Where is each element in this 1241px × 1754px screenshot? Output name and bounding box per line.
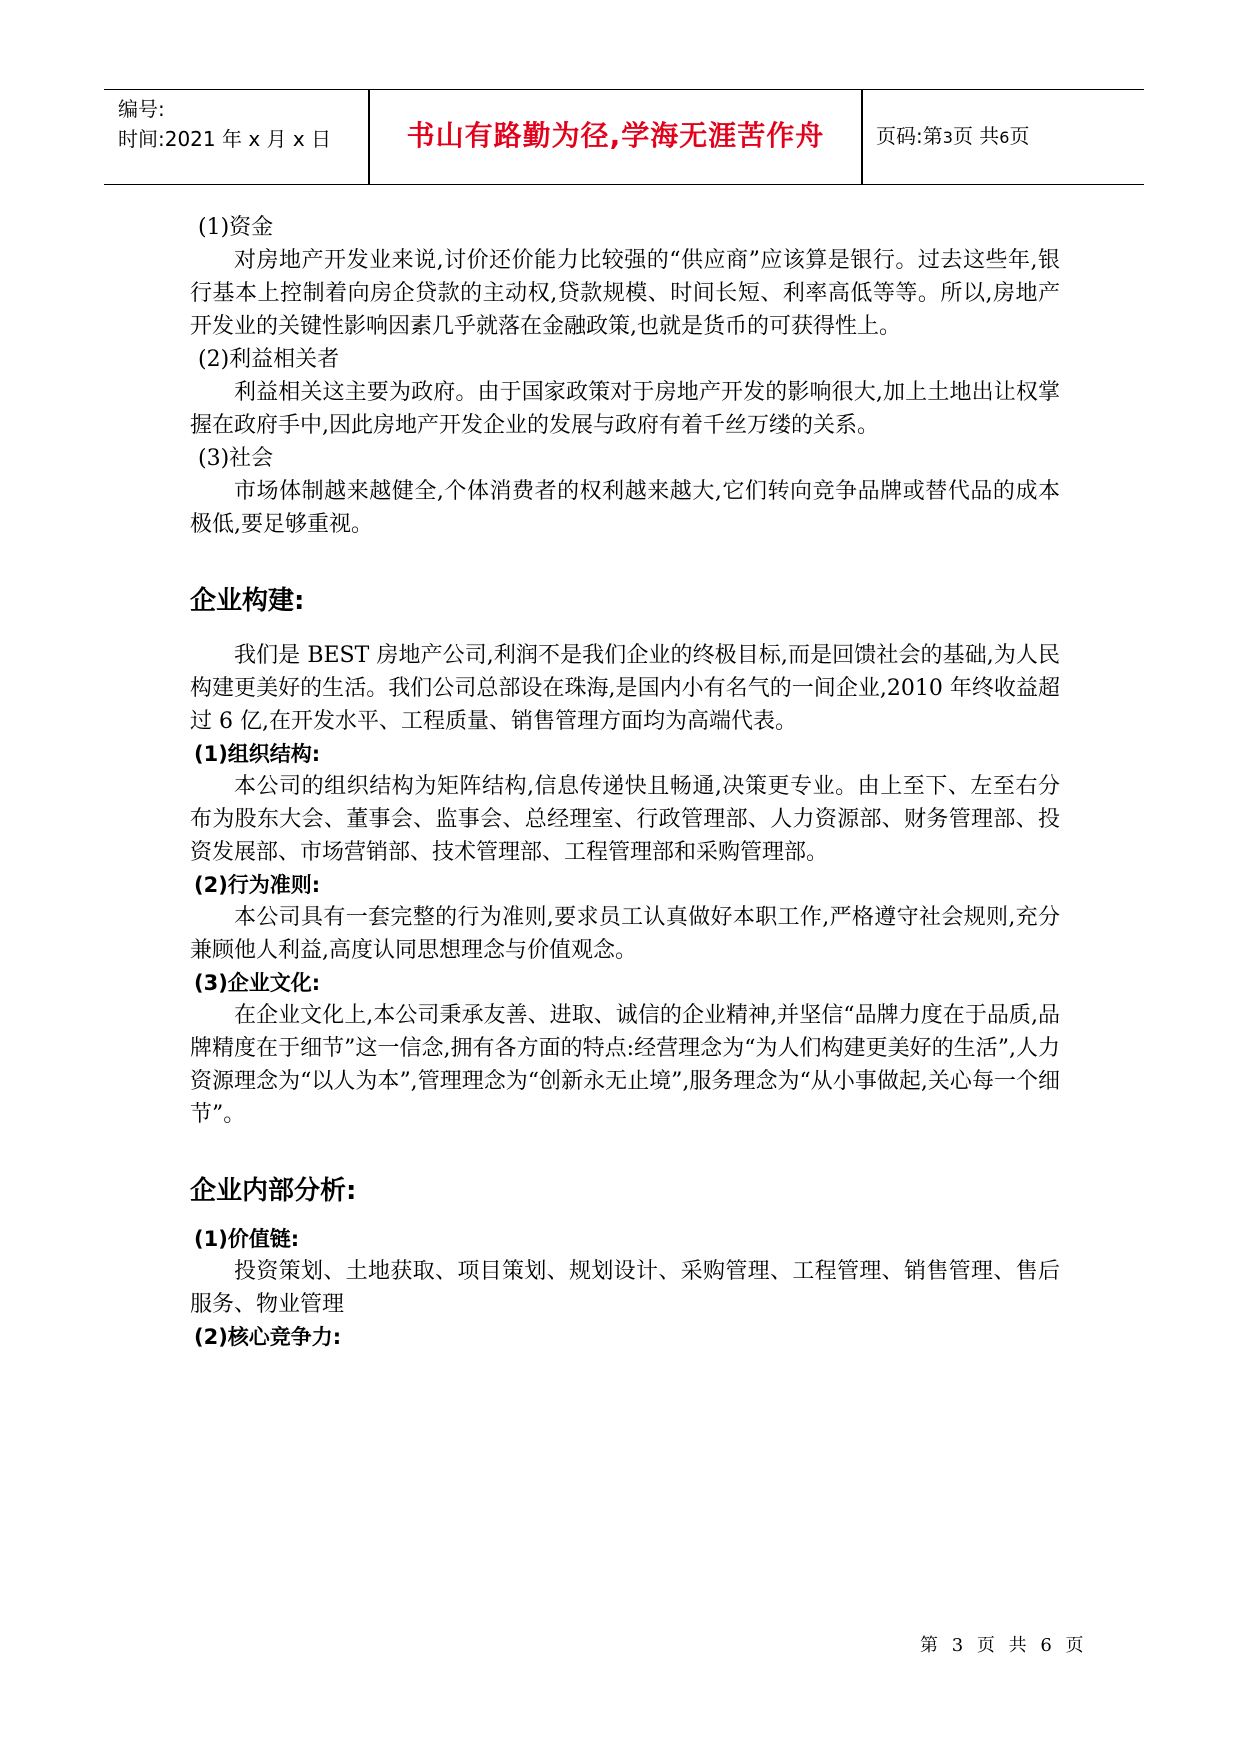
subsection-label: (1)组织结构: — [194, 742, 321, 766]
subsection-label: (1)价值链: — [194, 1227, 300, 1251]
subsection-label: (2)行为准则: — [194, 873, 321, 897]
section-heading: 企业构建: — [190, 586, 305, 616]
header-meta — [118, 94, 331, 154]
subsection-label: (2)核心竞争力: — [194, 1325, 342, 1349]
header-motto: 书山有路勤为径,学海无涯苦作舟 — [406, 119, 825, 152]
subsection-label: (3)企业文化: — [194, 971, 321, 995]
page-suffix: 页 — [1009, 124, 1030, 148]
subsection-label: (2)利益相关者 — [198, 347, 340, 372]
paragraph: 本公司具有一套完整的行为准则,要求员工认真做好本职工作,严格遵守社会规则,充分兼顾他人利益,高度认同思想理念与价值观念。 — [190, 905, 1060, 963]
page-header — [104, 89, 1144, 185]
paragraph: 对房地产开发业来说,讨价还价能力比较强的“供应商”应该算是银行。过去这些年,银行基本上控制着向房企贷款的主动权,贷款规模、时间长短、利率高低等等。所以,房地产开发业的关键性影响因素几乎就落在金融政策,也就是货币的可获得性上。 — [190, 248, 1060, 339]
paragraph: 利益相关这主要为政府。由于国家政策对于房地产开发的影响很大,加上土地出让权掌握在政府手中,因此房地产开发企业的发展与政府有着千丝万缕的关系。 — [190, 380, 1060, 438]
page-prefix: 页码:第 — [876, 124, 943, 148]
document-body — [190, 211, 1060, 1353]
paragraph: 在企业文化上,本公司秉承友善、进取、诚信的企业精神,并坚信“品牌力度在于品质,品牌精度在于细节”这一信念,拥有各方面的特点:经营理念为“为人们构建更美好的生活”,人力资源理念为“以人为本”,管理理念为“创新永无止境”,服务理念为“从小事做起,关心每一个细节”。 — [190, 1003, 1060, 1127]
subsection-label: (1)资金 — [198, 215, 274, 240]
paragraph: 我们是 BEST 房地产公司,利润不是我们企业的终极目标,而是回馈社会的基础,为人民构建更美好的生活。我们公司总部设在珠海,是国内小有名气的一间企业,2010 年终收益超过 6 亿,在开发水平、工程质量、销售管理方面均为高端代表。 — [190, 643, 1060, 734]
document-number-label: 编号: — [118, 97, 165, 121]
paragraph: 本公司的组织结构为矩阵结构,信息传递快且畅通,决策更专业。由上至下、左至右分布为股东大会、董事会、监事会、总经理室、行政管理部、人力资源部、财务管理部、投资发展部、市场营销部、技术管理部、工程管理部和采购管理部。 — [190, 774, 1060, 865]
subsection-label: (3)社会 — [198, 446, 274, 471]
header-divider — [861, 90, 863, 184]
paragraph: 市场体制越来越健全,个体消费者的权利越来越大,它们转向竞争品牌或替代品的成本极低,要足够重视。 — [190, 479, 1060, 537]
document-time-label: 时间:2021 年 x 月 x 日 — [118, 127, 332, 151]
header-page-info — [876, 120, 1029, 149]
section-heading: 企业内部分析: — [190, 1176, 357, 1206]
page-total: 6 — [999, 128, 1010, 147]
page-footer: 第 3 页 共 6 页 — [920, 1635, 1088, 1656]
page-mid: 页 共 — [952, 124, 1000, 148]
page-current: 3 — [942, 128, 953, 147]
paragraph: 投资策划、土地获取、项目策划、规划设计、采购管理、工程管理、销售管理、售后服务、物业管理 — [190, 1259, 1060, 1317]
